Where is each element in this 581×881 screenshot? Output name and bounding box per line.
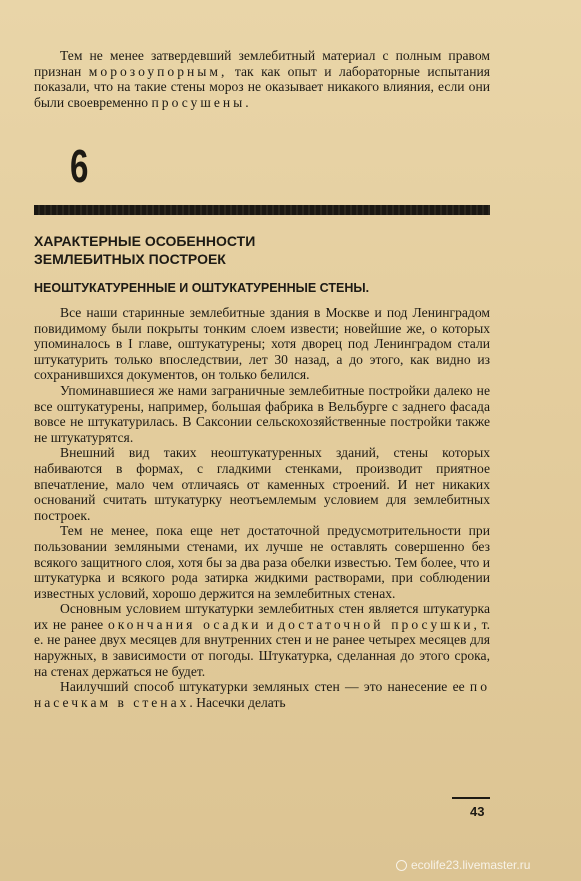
paragraph: Внешний вид таких неоштукатуренных зданий, стены которых набиваются в формах, с гладкими стенками, производит приятное впечатление, мало чем отличаясь от каменных строений. И нет никаких оснований считать штукатурку неотъемлемым условием для землебитных построек.: [34, 445, 490, 523]
intro-paragraph: [34, 48, 490, 110]
page-number-rule: [452, 797, 490, 799]
chapter-title-line: ЗЕМЛЕБИТНЫХ ПОСТРОЕК: [34, 251, 226, 267]
paragraph: Наилучший способ штукатурки земляных стен — это нанесение ее по насечкам в стенах. Насечки делать: [34, 679, 490, 710]
chapter-title: [34, 232, 490, 268]
camera-icon: [396, 860, 407, 871]
paragraph: Все наши старинные землебитные здания в Москве и под Ленинградом повидимому были покрыты тонким слоем извести; новейшие же, о которых упоминалось в I главе, оштукатурены; хотя дворец под Ленинградом стали штукатурить только впоследствии, лет 30 назад, а до этого, как видно из сохранившихся документов, он только белился.: [34, 305, 490, 383]
paragraph: Тем не менее, пока еще нет достаточной предусмотрительности при пользовании земляными стенами, их лучше не оставлять совершенно без всякого защитного слоя, хотя бы за два раза обелки известью. Тем более, что и штукатурка и всякого рода затирка жидкими растворами, при соблюдении известных условий, хорошо держится на землебитных стенах.: [34, 523, 490, 601]
watermark-text: ecolife23.livemaster.ru: [411, 858, 531, 872]
chapter-divider-bar: [34, 205, 490, 215]
paragraph: Основным условием штукатурки землебитных стен является штукатурка их не ранее окончания осадки и достаточной просушки, т. е. не ранее двух месяцев для внутренних стен и не ранее четырех месяцев для наружных, в зависимости от погоды. Штукатурка, сделанная до этого срока, на стенах держаться не будет.: [34, 601, 490, 679]
spaced-term: морозоупорным,: [88, 63, 228, 79]
paragraph: Упоминавшиеся же нами заграничные землебитные постройки далеко не все оштукатурены, например, большая фабрика в Вельбурге с заднего фасада вовсе не штукатурилась. В Саксонии сельскохозяйственные постройки также не штукатурятся.: [34, 382, 490, 445]
spaced-term: по насечкам в стенах: [34, 679, 490, 710]
chapter-title-line: ХАРАКТЕРНЫЕ ОСОБЕННОСТИ: [34, 233, 256, 249]
page-number: 43: [470, 804, 485, 819]
watermark: [396, 858, 530, 872]
spaced-term: окончания осадки: [107, 616, 262, 632]
section-heading: НЕОШТУКАТУРЕННЫЕ И ОШТУКАТУРЕННЫЕ СТЕНЫ.: [34, 281, 370, 295]
chapter-number: 6: [70, 140, 89, 192]
spaced-term: достаточной просушки: [278, 616, 474, 632]
body-text: [34, 305, 490, 710]
spaced-term: просушены: [151, 94, 246, 110]
intro-text: Тем не менее затвердевший землебитный материал с полным правом признан морозоупорным, так как опыт и лабораторные испытания показали, что на такие стены мороз не оказывает никакого влияния, если они были своевременно просушены.: [34, 48, 491, 110]
